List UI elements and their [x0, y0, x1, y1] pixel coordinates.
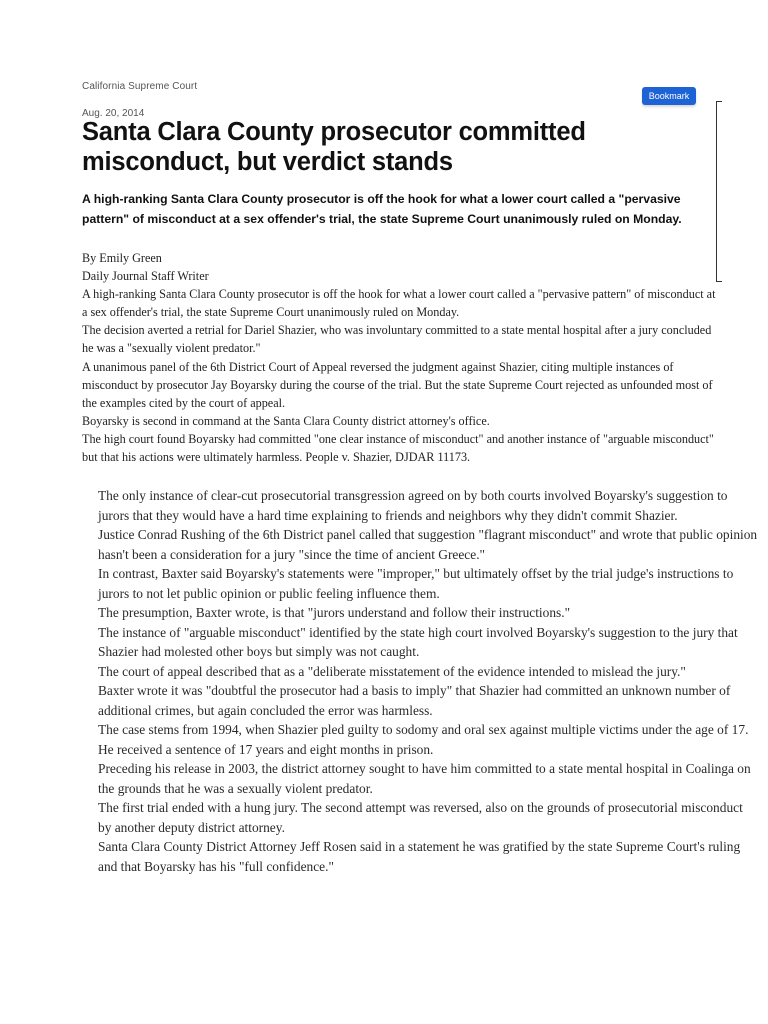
- paragraph: The high court found Boyarsky had committed "one clear instance of misconduct" and another instance of "arguable misconduct" but that his actions were ultimately harmless. People v. Shazier, DJDAR 11173.: [82, 431, 714, 465]
- paragraph: The presumption, Baxter wrote, is that "jurors understand and follow their instructions.": [98, 605, 571, 620]
- bookmark-button[interactable]: Bookmark: [642, 87, 696, 105]
- article-headline: Santa Clara County prosecutor committed misconduct, but verdict stands: [82, 118, 586, 176]
- article-lower-body: [98, 486, 758, 876]
- paragraph: Baxter wrote it was "doubtful the prosecutor had a basis to imply" that Shazier had committed an unknown number of additional crimes, but again concluded the error was harmless.: [98, 683, 731, 718]
- byline-title: Daily Journal Staff Writer: [82, 269, 209, 284]
- paragraph: The case stems from 1994, when Shazier pled guilty to sodomy and oral sex against multiple victims under the age of 17. He received a sentence of 17 years and eight months in prison.: [98, 722, 749, 757]
- paragraph: In contrast, Baxter said Boyarsky's statements were "improper," but ultimately offset by the trial judge's instructions to jurors to not let public opinion or public feeling influence them.: [98, 566, 734, 601]
- paragraph: A unanimous panel of the 6th District Court of Appeal reversed the judgment against Shazier, citing multiple instances of misconduct by prosecutor Jay Boyarsky during the course of the trial. But the state Supreme Court rejected as unfounded most of the examples cited by the court of appeal.: [82, 359, 713, 410]
- publish-date: Aug. 20, 2014: [82, 108, 145, 119]
- paragraph: Santa Clara County District Attorney Jeff Rosen said in a statement he was gratified by the state Supreme Court's ruling and that Boyarsky has his "full confidence.": [98, 839, 741, 874]
- paragraph: The first trial ended with a hung jury. The second attempt was reversed, also on the grounds of prosecutorial misconduct by another deputy district attorney.: [98, 800, 743, 835]
- article-deck: A high-ranking Santa Clara County prosecutor is off the hook for what a lower court called a "pervasive pattern" of misconduct at a sex offender's trial, the state Supreme Court unanimously ruled on Monday.: [82, 192, 682, 226]
- paragraph: Justice Conrad Rushing of the 6th District panel called that suggestion "flagrant misconduct" and wrote that public opinion hasn't been a consideration for a jury "since the time of ancient Greece.": [98, 527, 758, 562]
- article-upper-body: [82, 249, 722, 466]
- paragraph: The court of appeal described that as a "deliberate misstatement of the evidence intended to mislead the jury.": [98, 663, 686, 679]
- paragraph: Preceding his release in 2003, the district attorney sought to have him committed to a state mental hospital in Coalinga on the grounds that he was a sexually violent predator.: [98, 761, 751, 796]
- paragraph: The only instance of clear-cut prosecutorial transgression agreed on by both courts involved Boyarsky's suggestion to jurors that they would have a hard time explaining to friends and neighbors why they didn't commit Shazier.: [98, 488, 728, 523]
- byline-author: By Emily Green: [82, 251, 162, 265]
- paragraph: Boyarsky is second in command at the Santa Clara County district attorney's office.: [82, 413, 490, 428]
- paragraph: The decision averted a retrial for Dariel Shazier, who was involuntary committed to a state mental hospital after a jury concluded he was a "sexually violent predator.": [82, 323, 712, 356]
- paragraph: A high-ranking Santa Clara County prosecutor is off the hook for what a lower court called a "pervasive pattern" of misconduct at a sex offender's trial, the state Supreme Court unanimously ruled on Monday.: [82, 287, 716, 320]
- paragraph: The instance of "arguable misconduct" identified by the state high court involved Boyarsky's suggestion to the jury that Shazier had molested other boys but simply was not caught.: [98, 624, 738, 659]
- section-label[interactable]: California Supreme Court: [82, 81, 198, 92]
